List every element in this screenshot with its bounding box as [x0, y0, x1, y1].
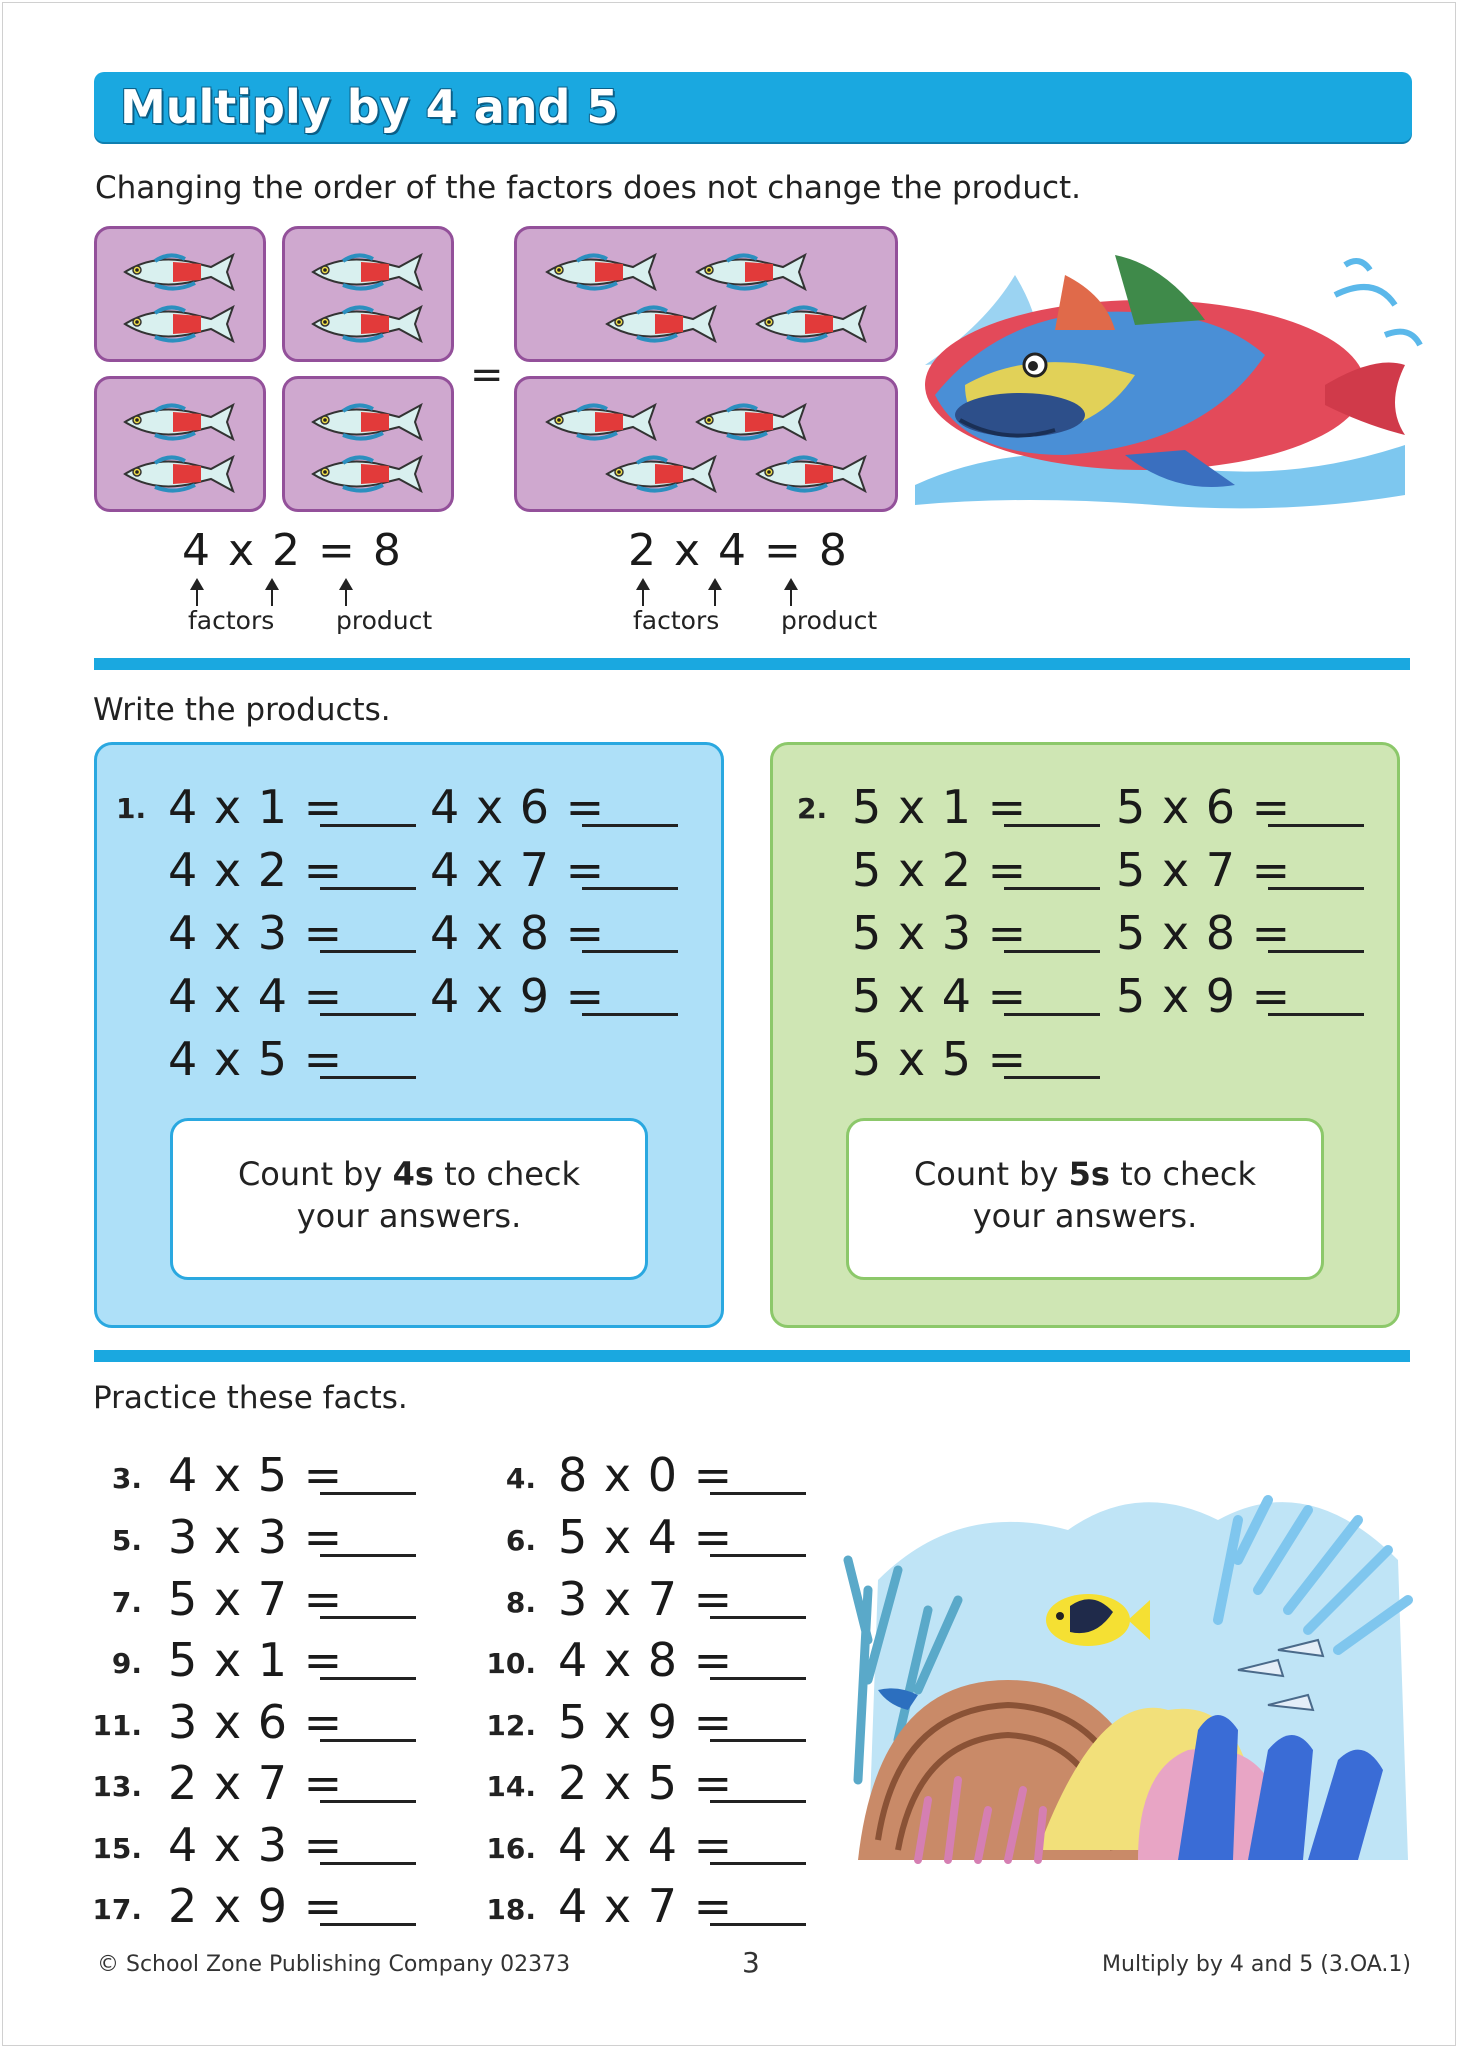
- factors-label-right: factors: [633, 606, 720, 635]
- practice-number: 9.: [111, 1647, 142, 1680]
- practice-answer-blank[interactable]: [710, 1862, 806, 1865]
- problem-2-fact: 5 x 1 =: [852, 780, 1028, 834]
- practice-number: 11.: [92, 1709, 142, 1742]
- fish-icon: [303, 301, 433, 351]
- fish-icon: [687, 249, 817, 299]
- fish-icon: [115, 249, 245, 299]
- practice-fact: 2 x 5 =: [558, 1756, 734, 1810]
- fish-icon: [597, 301, 727, 351]
- practice-fact: 4 x 5 =: [168, 1448, 344, 1502]
- practice-number: 3.: [111, 1462, 142, 1495]
- problem-1-answer-blank[interactable]: [320, 950, 416, 953]
- fish-group-box: [514, 226, 898, 362]
- problem-2-answer-blank[interactable]: [1004, 1013, 1100, 1016]
- problem-1-answer-blank[interactable]: [320, 824, 416, 827]
- check-box-5s: [846, 1118, 1324, 1280]
- practice-fact: 4 x 7 =: [558, 1879, 734, 1933]
- problem-2-fact: 5 x 4 =: [852, 969, 1028, 1023]
- practice-number: 4.: [505, 1462, 536, 1495]
- problem-1-fact: 4 x 1 =: [168, 780, 344, 834]
- fish-icon: [115, 301, 245, 351]
- practice-number: 8.: [505, 1586, 536, 1619]
- check-5s-line2: your answers.: [972, 1197, 1198, 1235]
- problem-2-fact: 5 x 8 =: [1116, 906, 1292, 960]
- factor-arrow-1: [196, 588, 198, 606]
- problem-1-fact: 4 x 4 =: [168, 969, 344, 1023]
- product-arrow-2: [790, 588, 792, 606]
- practice-answer-blank[interactable]: [320, 1862, 416, 1865]
- practice-fact: 3 x 7 =: [558, 1572, 734, 1626]
- fish-icon: [597, 451, 727, 501]
- check-4s-bold: 4s: [392, 1155, 434, 1193]
- practice-fact: 3 x 6 =: [168, 1695, 344, 1749]
- practice-answer-blank[interactable]: [320, 1677, 416, 1680]
- practice-number: 12.: [486, 1709, 536, 1742]
- right-equation: 2 x 4 = 8: [628, 525, 849, 576]
- factor-arrow-4: [714, 588, 716, 606]
- problem-1-number: 1.: [116, 792, 147, 825]
- problem-2-fact: 5 x 5 =: [852, 1032, 1028, 1086]
- problem-1-fact: 4 x 8 =: [430, 906, 606, 960]
- coral-reef-illustration: [838, 1440, 1423, 1920]
- fish-icon: [115, 399, 245, 449]
- check-4s-post: to check: [433, 1155, 581, 1193]
- fish-icon: [687, 399, 817, 449]
- practice-number: 15.: [92, 1832, 142, 1865]
- fish-icon: [303, 249, 433, 299]
- practice-instruction: Practice these facts.: [93, 1380, 408, 1416]
- problem-2-answer-blank[interactable]: [1004, 950, 1100, 953]
- problem-1-fact: 4 x 2 =: [168, 843, 344, 897]
- practice-number: 6.: [505, 1524, 536, 1557]
- practice-fact: 5 x 1 =: [168, 1633, 344, 1687]
- problem-2-answer-blank[interactable]: [1268, 950, 1364, 953]
- factor-arrow-3: [642, 588, 644, 606]
- fish-icon: [303, 451, 433, 501]
- problem-1-fact: 4 x 5 =: [168, 1032, 344, 1086]
- product-label-right: product: [781, 606, 878, 635]
- practice-answer-blank[interactable]: [320, 1923, 416, 1926]
- problem-1-answer-blank[interactable]: [320, 1013, 416, 1016]
- practice-answer-blank[interactable]: [710, 1616, 806, 1619]
- practice-fact: 5 x 9 =: [558, 1695, 734, 1749]
- fish-group-box: [94, 376, 266, 512]
- problem-2-answer-blank[interactable]: [1268, 887, 1364, 890]
- practice-answer-blank[interactable]: [710, 1923, 806, 1926]
- practice-answer-blank[interactable]: [710, 1492, 806, 1495]
- problem-2-number: 2.: [797, 792, 828, 825]
- problem-1-answer-blank[interactable]: [582, 824, 678, 827]
- footer-topic: Multiply by 4 and 5 (3.OA.1): [1102, 1952, 1411, 1977]
- practice-answer-blank[interactable]: [320, 1800, 416, 1803]
- problem-2-fact: 5 x 6 =: [1116, 780, 1292, 834]
- practice-fact: 5 x 4 =: [558, 1510, 734, 1564]
- fish-icon: [537, 399, 667, 449]
- product-arrow-1: [345, 588, 347, 606]
- practice-fact: 4 x 3 =: [168, 1818, 344, 1872]
- section-divider-1: [94, 658, 1410, 670]
- check-5s-bold: 5s: [1068, 1155, 1110, 1193]
- fish-icon: [115, 451, 245, 501]
- problem-2-fact: 5 x 3 =: [852, 906, 1028, 960]
- problem-1-fact: 4 x 6 =: [430, 780, 606, 834]
- practice-answer-blank[interactable]: [710, 1739, 806, 1742]
- intro-text: Changing the order of the factors does not change the product.: [95, 170, 1082, 206]
- problem-2-answer-blank[interactable]: [1268, 1013, 1364, 1016]
- practice-number: 10.: [486, 1647, 536, 1680]
- fish-icon: [747, 451, 877, 501]
- problem-2-answer-blank[interactable]: [1004, 824, 1100, 827]
- problem-2-answer-blank[interactable]: [1004, 1076, 1100, 1079]
- problem-2-fact: 5 x 9 =: [1116, 969, 1292, 1023]
- practice-fact: 4 x 4 =: [558, 1818, 734, 1872]
- salmon-illustration: [905, 235, 1425, 515]
- factors-label-left: factors: [188, 606, 275, 635]
- practice-answer-blank[interactable]: [710, 1800, 806, 1803]
- footer-copyright: © School Zone Publishing Company 02373: [97, 1952, 571, 1977]
- practice-answer-blank[interactable]: [320, 1739, 416, 1742]
- practice-answer-blank[interactable]: [320, 1554, 416, 1557]
- fish-group-box: [94, 226, 266, 362]
- practice-answer-blank[interactable]: [320, 1616, 416, 1619]
- practice-fact: 5 x 7 =: [168, 1572, 344, 1626]
- practice-answer-blank[interactable]: [320, 1492, 416, 1495]
- practice-number: 16.: [486, 1832, 536, 1865]
- equals-sign: =: [470, 352, 504, 398]
- practice-number: 18.: [486, 1893, 536, 1926]
- problem-1-answer-blank[interactable]: [582, 887, 678, 890]
- practice-fact: 8 x 0 =: [558, 1448, 734, 1502]
- problem-1-answer-blank[interactable]: [582, 950, 678, 953]
- title-bar: [94, 72, 1412, 142]
- section-divider-2: [94, 1350, 1410, 1362]
- problem-1-answer-blank[interactable]: [320, 887, 416, 890]
- practice-fact: 2 x 7 =: [168, 1756, 344, 1810]
- problem-2-answer-blank[interactable]: [1004, 887, 1100, 890]
- fish-icon: [303, 399, 433, 449]
- check-box-4s: [170, 1118, 648, 1280]
- fish-group-box: [514, 376, 898, 512]
- check-4s-pre: Count by: [237, 1155, 393, 1193]
- factor-arrow-2: [271, 588, 273, 606]
- check-5s-post: to check: [1109, 1155, 1257, 1193]
- practice-number: 14.: [486, 1770, 536, 1803]
- practice-number: 5.: [111, 1524, 142, 1557]
- problem-1-answer-blank[interactable]: [320, 1076, 416, 1079]
- write-products-instruction: Write the products.: [93, 692, 391, 728]
- product-label-left: product: [336, 606, 433, 635]
- fish-icon: [537, 249, 667, 299]
- problem-1-fact: 4 x 9 =: [430, 969, 606, 1023]
- practice-answer-blank[interactable]: [710, 1554, 806, 1557]
- check-5s-pre: Count by: [913, 1155, 1069, 1193]
- problem-1-fact: 4 x 7 =: [430, 843, 606, 897]
- problem-2-fact: 5 x 2 =: [852, 843, 1028, 897]
- practice-fact: 4 x 8 =: [558, 1633, 734, 1687]
- fish-group-box: [282, 226, 454, 362]
- practice-fact: 2 x 9 =: [168, 1879, 344, 1933]
- practice-answer-blank[interactable]: [710, 1677, 806, 1680]
- fish-group-box: [282, 376, 454, 512]
- page-number: 3: [742, 1946, 760, 1979]
- left-equation: 4 x 2 = 8: [182, 525, 403, 576]
- page-title: Multiply by 4 and 5: [120, 80, 619, 134]
- fish-icon: [747, 301, 877, 351]
- practice-number: 13.: [92, 1770, 142, 1803]
- practice-fact: 3 x 3 =: [168, 1510, 344, 1564]
- practice-number: 17.: [92, 1893, 142, 1926]
- problem-1-fact: 4 x 3 =: [168, 906, 344, 960]
- problem-2-fact: 5 x 7 =: [1116, 843, 1292, 897]
- check-4s-line2: your answers.: [296, 1197, 522, 1235]
- problem-2-answer-blank[interactable]: [1268, 824, 1364, 827]
- problem-1-answer-blank[interactable]: [582, 1013, 678, 1016]
- practice-number: 7.: [111, 1586, 142, 1619]
